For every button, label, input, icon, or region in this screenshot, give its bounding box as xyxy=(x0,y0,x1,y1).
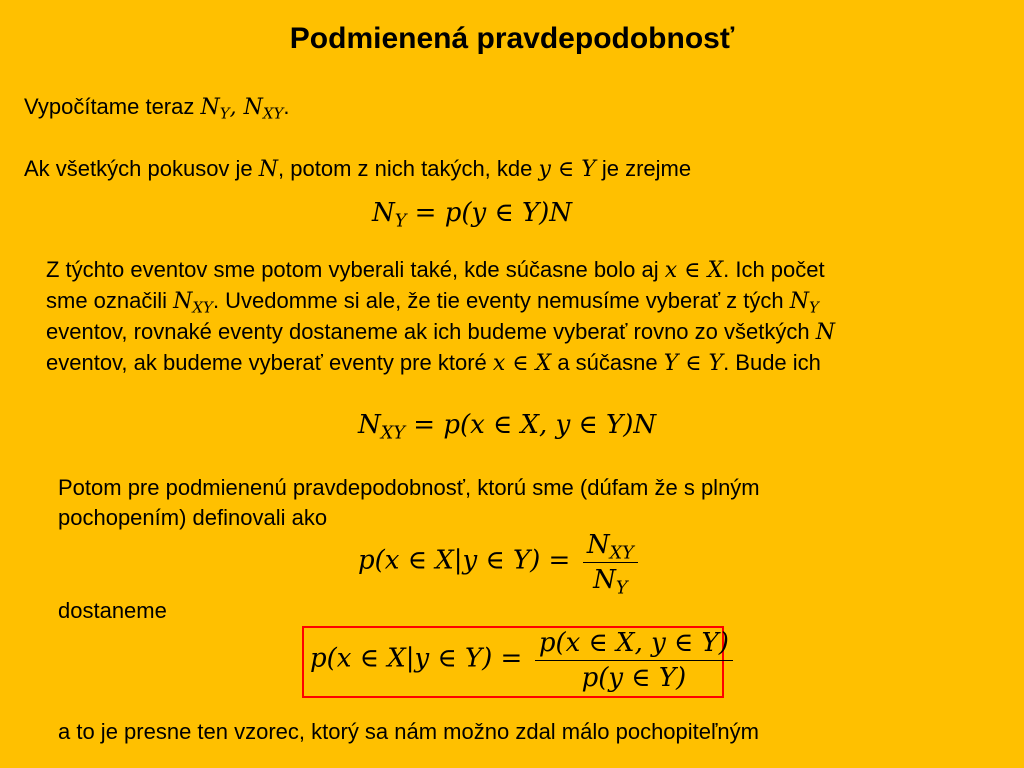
paragraph-line-4: eventov, ak budeme vyberať eventy pre ktoré x ∈ X a súčasne Y ∈ Y. Bude ich xyxy=(46,350,821,376)
equation-conditional-counts: p(x ∈ X|y ∈ Y) = $\frac{N_{XY}}{N_Y}$ xyxy=(358,530,638,595)
paragraph-line-3: eventov, rovnaké eventy dostaneme ak ich budeme vyberať rovno zo všetkých N xyxy=(46,319,835,345)
fraction-counts: $\frac{N_{XY}}{N_Y}$ xyxy=(583,530,638,595)
paragraph-line-2: sme označili $N_{XY}$. Uvedomme si ale, že tie eventy nemusíme vyberať z tých $N_Y$ xyxy=(46,288,819,317)
explanation-paragraph xyxy=(46,255,835,379)
slide-title: Podmienená pravdepodobnosť xyxy=(289,22,735,55)
math-nxy: $N_{XY}$ xyxy=(243,95,284,123)
label-dostaneme: dostaneme xyxy=(58,598,167,623)
paragraph-line-1: Z týchto eventov sme potom vyberali také, kde súčasne bolo aj x ∈ X. Ich počet xyxy=(46,257,825,283)
fraction-probability: $\frac{p(x \in X, y \in Y)}{p(y \in Y)}$ xyxy=(535,628,733,693)
equation-nxy: $N_{XY} = p(x$ ∈ X, y ∈ Y)N xyxy=(358,410,657,444)
trials-line: Ak všetkých pokusov je N, potom z nich takých, kde y ∈ Y je zrejme xyxy=(24,156,692,182)
footer-text: a to je presne ten vzorec, ktorý sa nám možno zdal málo pochopiteľným xyxy=(58,719,759,744)
equation-ny: $N_Y = p(y$ ∈ Y)N xyxy=(372,198,573,232)
equation-conditional-probability: p(x ∈ X|y ∈ Y) = $\frac{p(x \in X, y \in Y)}{p(y \in Y)}$ xyxy=(310,628,733,693)
math-ny: $N_Y$ xyxy=(200,95,230,123)
intro-line: Vypočítame teraz $N_Y$, $N_{XY}$. xyxy=(24,94,290,123)
definition-paragraph: Potom pre podmienenú pravdepodobnosť, ktorú sme (dúfam že s plným pochopením) definovali ako xyxy=(58,475,760,530)
